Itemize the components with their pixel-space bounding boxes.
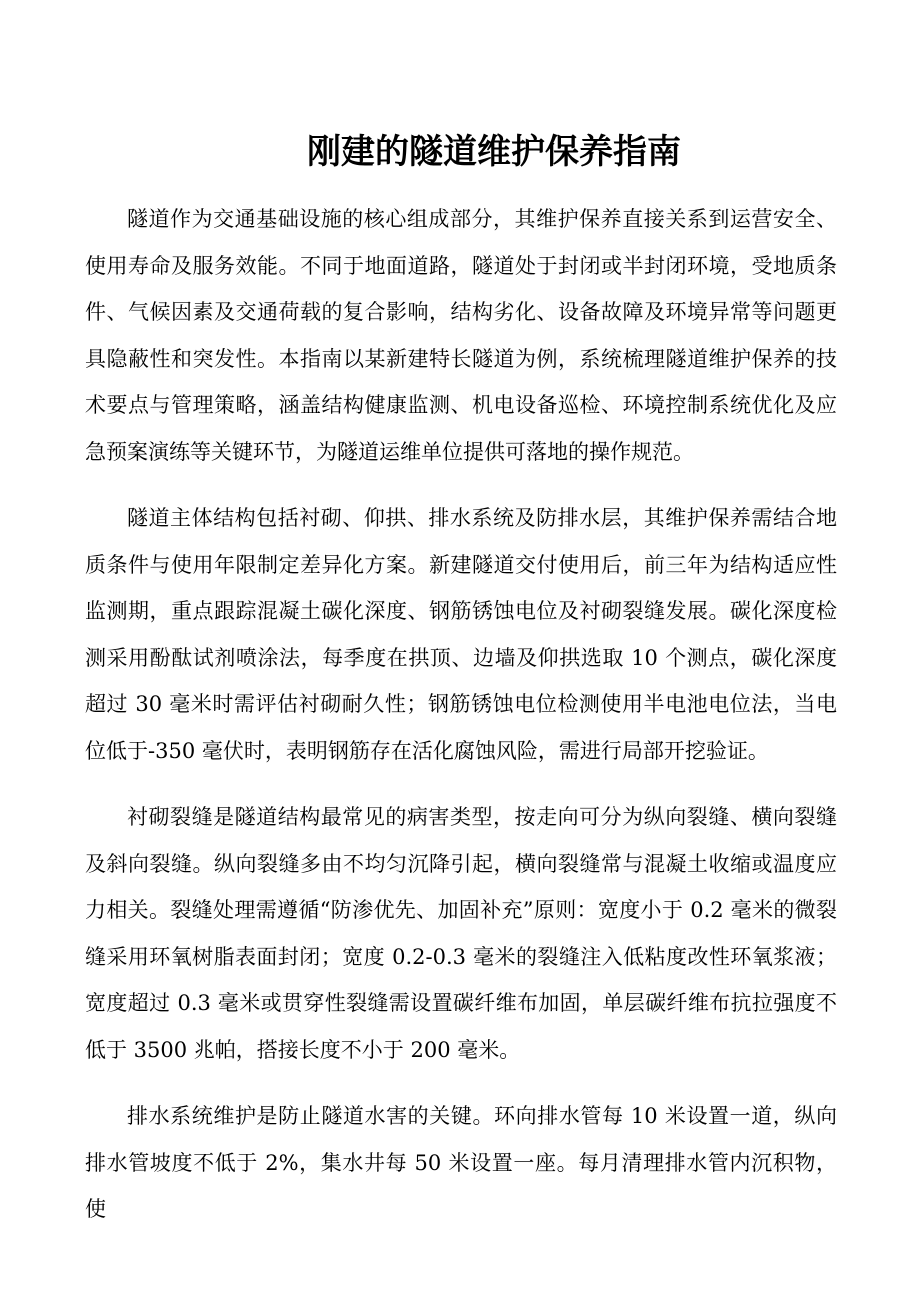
paragraph-intro: 隧道作为交通基础设施的核心组成部分，其维护保养直接关系到运营安全、使用寿命及服务效能。不同于地面道路，隧道处于封闭或半封闭环境，受地质条件、气候因素及交通荷载的复合影响，结构劣化、设备故障及环境异常等问题更具隐蔽性和突发性。本指南以某新建特长隧道为例，系统梳理隧道维护保养的技术要点与管理策略，涵盖结构健康监测、机电设备巡检、环境控制系统优化及应急预案演练等关键环节，为隧道运维单位提供可落地的操作规范。 bbox=[85, 207, 837, 464]
paragraph-structure: 隧道主体结构包括衬砌、仰拱、排水系统及防排水层，其维护保养需结合地质条件与使用年限制定差异化方案。新建隧道交付使用后，前三年为结构适应性监测期，重点跟踪混凝土碳化深度、钢筋锈蚀电位及衬砌裂缝发展。碳化深度检测采用酚酞试剂喷涂法，每季度在拱顶、边墙及仰拱选取 10 个测点，碳化深度超过 30 毫米时需评估衬砌耐久性；钢筋锈蚀电位检测使用半电池电位法，当电位低于-350 毫伏时，表明钢筋存在活化腐蚀风险，需进行局部开挖验证。 bbox=[85, 506, 837, 763]
document-title: 刚建的隧道维护保养指南 bbox=[307, 132, 681, 172]
paragraph-drainage: 排水系统维护是防止隧道水害的关键。环向排水管每 10 米设置一道，纵向排水管坡度不低于 2%，集水井每 50 米设置一座。每月清理排水管内沉积物，使 bbox=[85, 1104, 837, 1221]
paragraph-cracks: 衬砌裂缝是隧道结构最常见的病害类型，按走向可分为纵向裂缝、横向裂缝及斜向裂缝。纵向裂缝多由不均匀沉降引起，横向裂缝常与混凝土收缩或温度应力相关。裂缝处理需遵循“防渗优先、加固补充”原则：宽度小于 0.2 毫米的微裂缝采用环氧树脂表面封闭；宽度 0.2-0.3 毫米的裂缝注入低粘度改性环氧浆液；宽度超过 0.3 毫米或贯穿性裂缝需设置碳纤维布加固，单层碳纤维布抗拉强度不低于 3500 兆帕，搭接长度不小于 200 毫米。 bbox=[85, 805, 837, 1062]
document-body bbox=[85, 196, 837, 1253]
